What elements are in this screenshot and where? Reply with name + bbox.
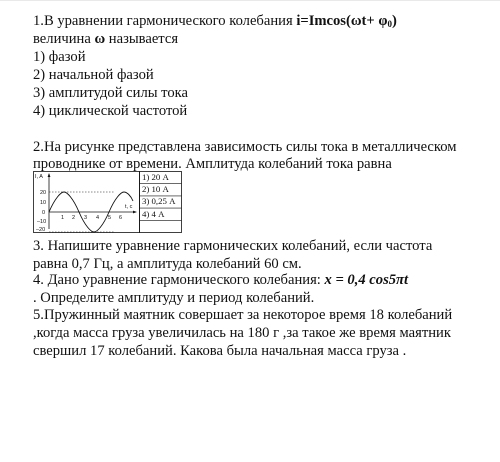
xtick-6: 6 [119, 215, 123, 221]
q4-colon: : [316, 272, 325, 288]
q2-line1: 2.На рисунке представлена зависимость силы тока в металлическом [33, 139, 457, 155]
q5-line1: 5.Пружинный маятник совершает за некоторое время 18 колебаний [33, 307, 453, 323]
q4-line2: . Определите амплитуду и период колебаний. [33, 290, 315, 306]
q3-line2: равна 0,7 Гц, а амплитуда колебаний 60 см. [33, 256, 302, 272]
q2-option-2: 2) 10 А [142, 184, 169, 195]
q3-line1: 3. Напишите уравнение гармонических колебаний, если частота [33, 238, 433, 254]
xtick-2: 2 [72, 215, 76, 221]
y-axis-label: I, A [35, 174, 43, 180]
ytick-20: 20 [40, 190, 47, 196]
xtick-1: 1 [61, 215, 65, 221]
q1-line2-post: называется [105, 31, 179, 47]
q1-option-3: 3) амплитудой силы тока [33, 85, 189, 101]
q1-formula-sub: 0 [387, 19, 392, 29]
graph-frame [34, 172, 140, 233]
ytick-0: 0 [42, 210, 46, 216]
q2-option-4: 4) 4 А [142, 208, 165, 219]
ytick-minus20: –20 [36, 227, 46, 233]
q1-option-1: 1) фазой [33, 49, 86, 65]
q1-formula-end: ) [391, 13, 397, 29]
x-axis-label: t, c [125, 204, 133, 210]
x-axis-arrow [133, 211, 137, 214]
q2-line2: проводнике от времени. Амплитуда колебаний тока равна [33, 156, 392, 172]
y-axis-arrow [48, 173, 51, 177]
ytick-minus10: –10 [37, 219, 47, 225]
q1-omega: ω [94, 31, 106, 47]
xtick-3: 3 [84, 215, 88, 221]
q4-text: 4. Дано уравнение гармонического колебания [33, 272, 317, 288]
q2-option-1: 1) 20 А [142, 172, 169, 182]
q1-line1 [33, 12, 397, 30]
q2-option-3: 3) 0,25 А [142, 196, 176, 207]
q4-line1 [33, 271, 408, 289]
xtick-4: 4 [96, 215, 100, 221]
q2-figure [33, 171, 182, 233]
q5-line3: свершил 17 колебаний. Какова была начальная масса груза . [33, 343, 407, 359]
q1-option-4: 4) циклической частотой [33, 103, 188, 119]
q5-line2: ,когда масса груза увеличилась на 180 г ,за такое же время маятник [33, 325, 451, 341]
q1-formula [296, 13, 397, 29]
q2-options [140, 171, 181, 233]
q4-equation: x = 0,4 cos5πt [324, 272, 409, 288]
q1-lead: 1.В уравнении гармонического колебания [33, 13, 297, 29]
q1-formula-main: i=Imcos(ωt+ φ [296, 13, 388, 29]
q1-line2-pre: величина [33, 31, 95, 47]
q1-line2 [33, 30, 178, 48]
ytick-10: 10 [40, 200, 47, 206]
q1-option-2: 2) начальной фазой [33, 67, 154, 83]
xtick-5: 5 [108, 215, 112, 221]
